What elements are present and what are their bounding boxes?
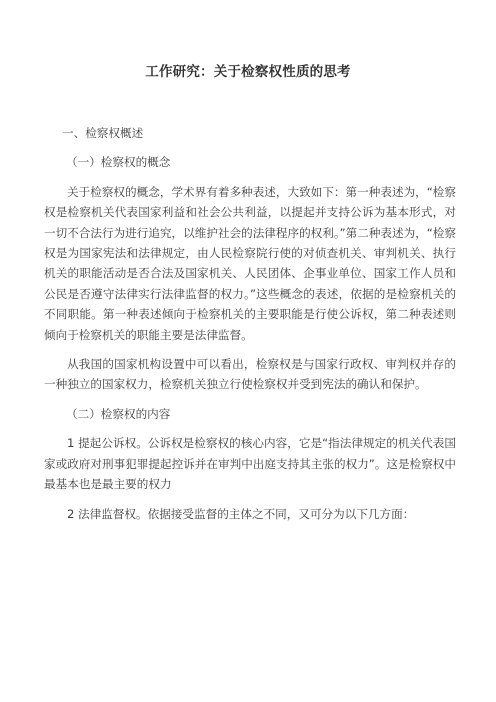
document-body [44,123,456,533]
subsection-heading-concept: （一）检察权的概念 [66,155,171,170]
paragraph-prosecution-power: 1 提起公诉权。公诉权是检察权的核心内容，它是“指法律规定的机关代表国家或政府对刑事犯罪提起控诉并在审判中出庭支持其主张的权力”。这是检察权中最基本也是最主要的权力 [44,436,456,492]
paragraph-state-power: 从我国的国家机构设置中可以看出，检察权是与国家行政权、审判权并存的一种独立的国家权力，检察机关独立行使检察权并受到宪法的确认和保护。 [44,357,456,392]
paragraph-supervision-power: 2 法律监督权。依据接受监督的主体之不同，又可分为以下几方面： [67,506,415,521]
document-title: 工作研究：关于检察权性质的思考 [145,64,351,80]
section-heading-overview: 一、检察权概述 [62,126,144,140]
subsection-heading-content: （二）检察权的内容 [66,406,171,421]
paragraph-concept-definitions: 关于检察权的概念，学术界有着多种表述，大致如下：第一种表述为，“检察权是检察机关代表国家利益和社会公共利益，以提起并支持公诉为基本形式，对一切不合法行为进行追究，以维护社会的法律程序的权利。”第二种表述为，“检察权是为国家宪法和法律规定，由人民检察院行使的对侦查机关、审判机关、执行机关的职能活动是否合法及国家机关、人民团体、企事业单位、国家工作人员和公民是否遵守法律实行法律监督的权力。”这些概念的表述，依据的是检察机关的不同职能。第一种表述倾向于检察机关的主要职能是行使公诉权，第二种表述则倾向于检察机关的职能主要是法律监督。 [44,184,456,342]
